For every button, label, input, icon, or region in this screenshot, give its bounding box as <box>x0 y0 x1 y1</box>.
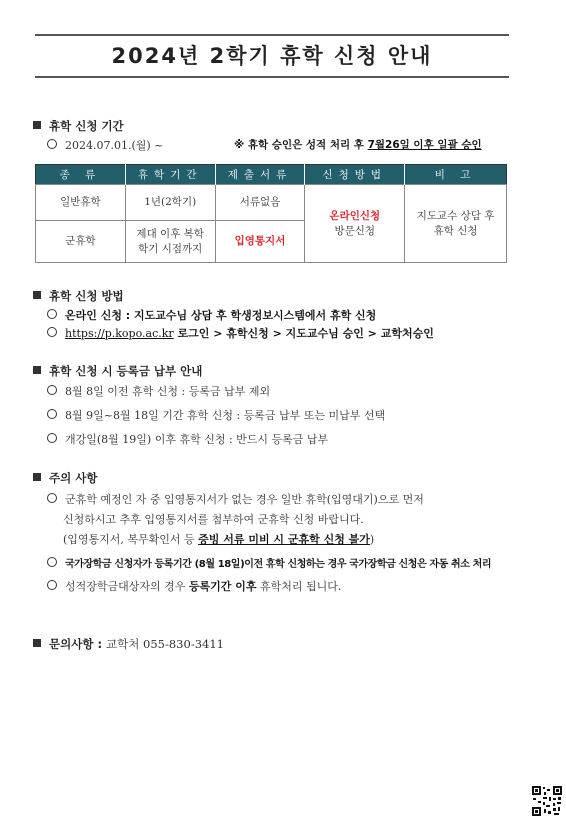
table-row <box>36 185 507 221</box>
list-item: 8월 8일 이전 휴학 신청 : 등록금 납부 제외 <box>47 383 270 399</box>
method-line-1: 온라인 신청 : 지도교수님 상담 후 학생정보시스템에서 휴학 신청 <box>47 307 376 323</box>
square-bullet-icon <box>33 121 41 129</box>
circle-bullet-icon <box>47 309 57 319</box>
period-date-line <box>47 137 163 153</box>
method-line-2: https://p.kopo.ac.kr 로그인 > 휴학신청 > 지도교수님 승인 > 교학처승인 <box>47 325 434 341</box>
section-method-heading: 휴학 신청 방법 <box>33 288 124 304</box>
square-bullet-icon <box>33 473 41 481</box>
qr-code-icon <box>531 785 563 817</box>
circle-bullet-icon <box>47 385 57 395</box>
table-header-cell: 휴학기간 <box>125 165 215 185</box>
page-title: 2024년 2학기 휴학 신청 안내 <box>111 44 433 68</box>
list-item: 개강일(8월 19일) 이후 휴학 신청 : 반드시 등록금 납부 <box>47 431 328 447</box>
table-header-cell: 비 고 <box>405 165 507 185</box>
square-bullet-icon <box>33 291 41 299</box>
square-bullet-icon <box>33 366 41 374</box>
table-header-cell: 종 류 <box>36 165 126 185</box>
table-cell: 입영통지서 <box>215 221 305 263</box>
circle-bullet-icon <box>47 327 57 337</box>
table-cell: 군휴학 <box>36 221 126 263</box>
square-bullet-icon <box>33 639 41 647</box>
contact-line: 문의사항 : 교학처 055-830-3411 <box>33 636 224 652</box>
circle-bullet-icon <box>47 493 57 503</box>
table-header-cell: 제출서류 <box>215 165 305 185</box>
list-item: 성적장학금대상자의 경우 등록기간 이후 휴학처리 됩니다. <box>47 578 341 594</box>
method-online: 온라인신청 <box>329 209 381 222</box>
list-item-continuation: 신청하시고 추후 입영통지서를 첨부하여 군휴학 신청 바랍니다. <box>63 513 364 526</box>
table-header-cell: 신청방법 <box>305 165 405 185</box>
circle-bullet-icon <box>47 580 57 590</box>
circle-bullet-icon <box>47 139 57 149</box>
circle-bullet-icon <box>47 433 57 443</box>
table-cell: 1년(2학기) <box>125 185 215 221</box>
table-header-row <box>36 165 507 185</box>
list-item: 8월 9일~8월 18일 기간 휴학 신청 : 등록금 납부 또는 미납부 선택 <box>47 407 385 423</box>
list-item: 군휴학 예정인 자 중 입영통지서가 없는 경우 일반 휴학(입영대기)으로 먼저 <box>47 491 424 507</box>
section-notes-heading: 주의 사항 <box>33 470 97 486</box>
table-cell: 서류없음 <box>215 185 305 221</box>
section-tuition-heading: 휴학 신청 시 등록금 납부 안내 <box>33 363 202 379</box>
table-cell-remark: 지도교수 상담 후 휴학 신청 <box>405 185 507 263</box>
table-cell: 일반휴학 <box>36 185 126 221</box>
portal-link[interactable]: https://p.kopo.ac.kr <box>65 327 174 340</box>
section-period-heading: 휴학 신청 기간 <box>33 118 124 134</box>
list-item-continuation: (입영통지서, 복무확인서 등 증빙 서류 미비 시 군휴학 신청 불가) <box>63 533 375 546</box>
table-cell: 제대 이후 복학 학기 시점까지 <box>125 221 215 263</box>
leave-type-table <box>35 164 507 263</box>
contact-value: 교학처 055-830-3411 <box>106 637 224 651</box>
title-bottom-rule <box>35 76 509 78</box>
period-date: 2024.07.01.(월) ~ <box>65 139 164 152</box>
circle-bullet-icon <box>47 409 57 419</box>
circle-bullet-icon <box>47 557 57 567</box>
title-top-rule <box>35 34 509 36</box>
period-approval-note: ※ 휴학 승인은 성적 처리 후 7월26일 이후 일괄 승인 <box>234 139 482 151</box>
method-visit: 방문신청 <box>334 224 376 237</box>
list-item: 국가장학금 신청자가 등록기간 (8월 18일)이전 휴학 신청하는 경우 국가장학금 신청은 자동 취소 처리 <box>47 555 491 570</box>
table-cell-method <box>305 185 405 263</box>
